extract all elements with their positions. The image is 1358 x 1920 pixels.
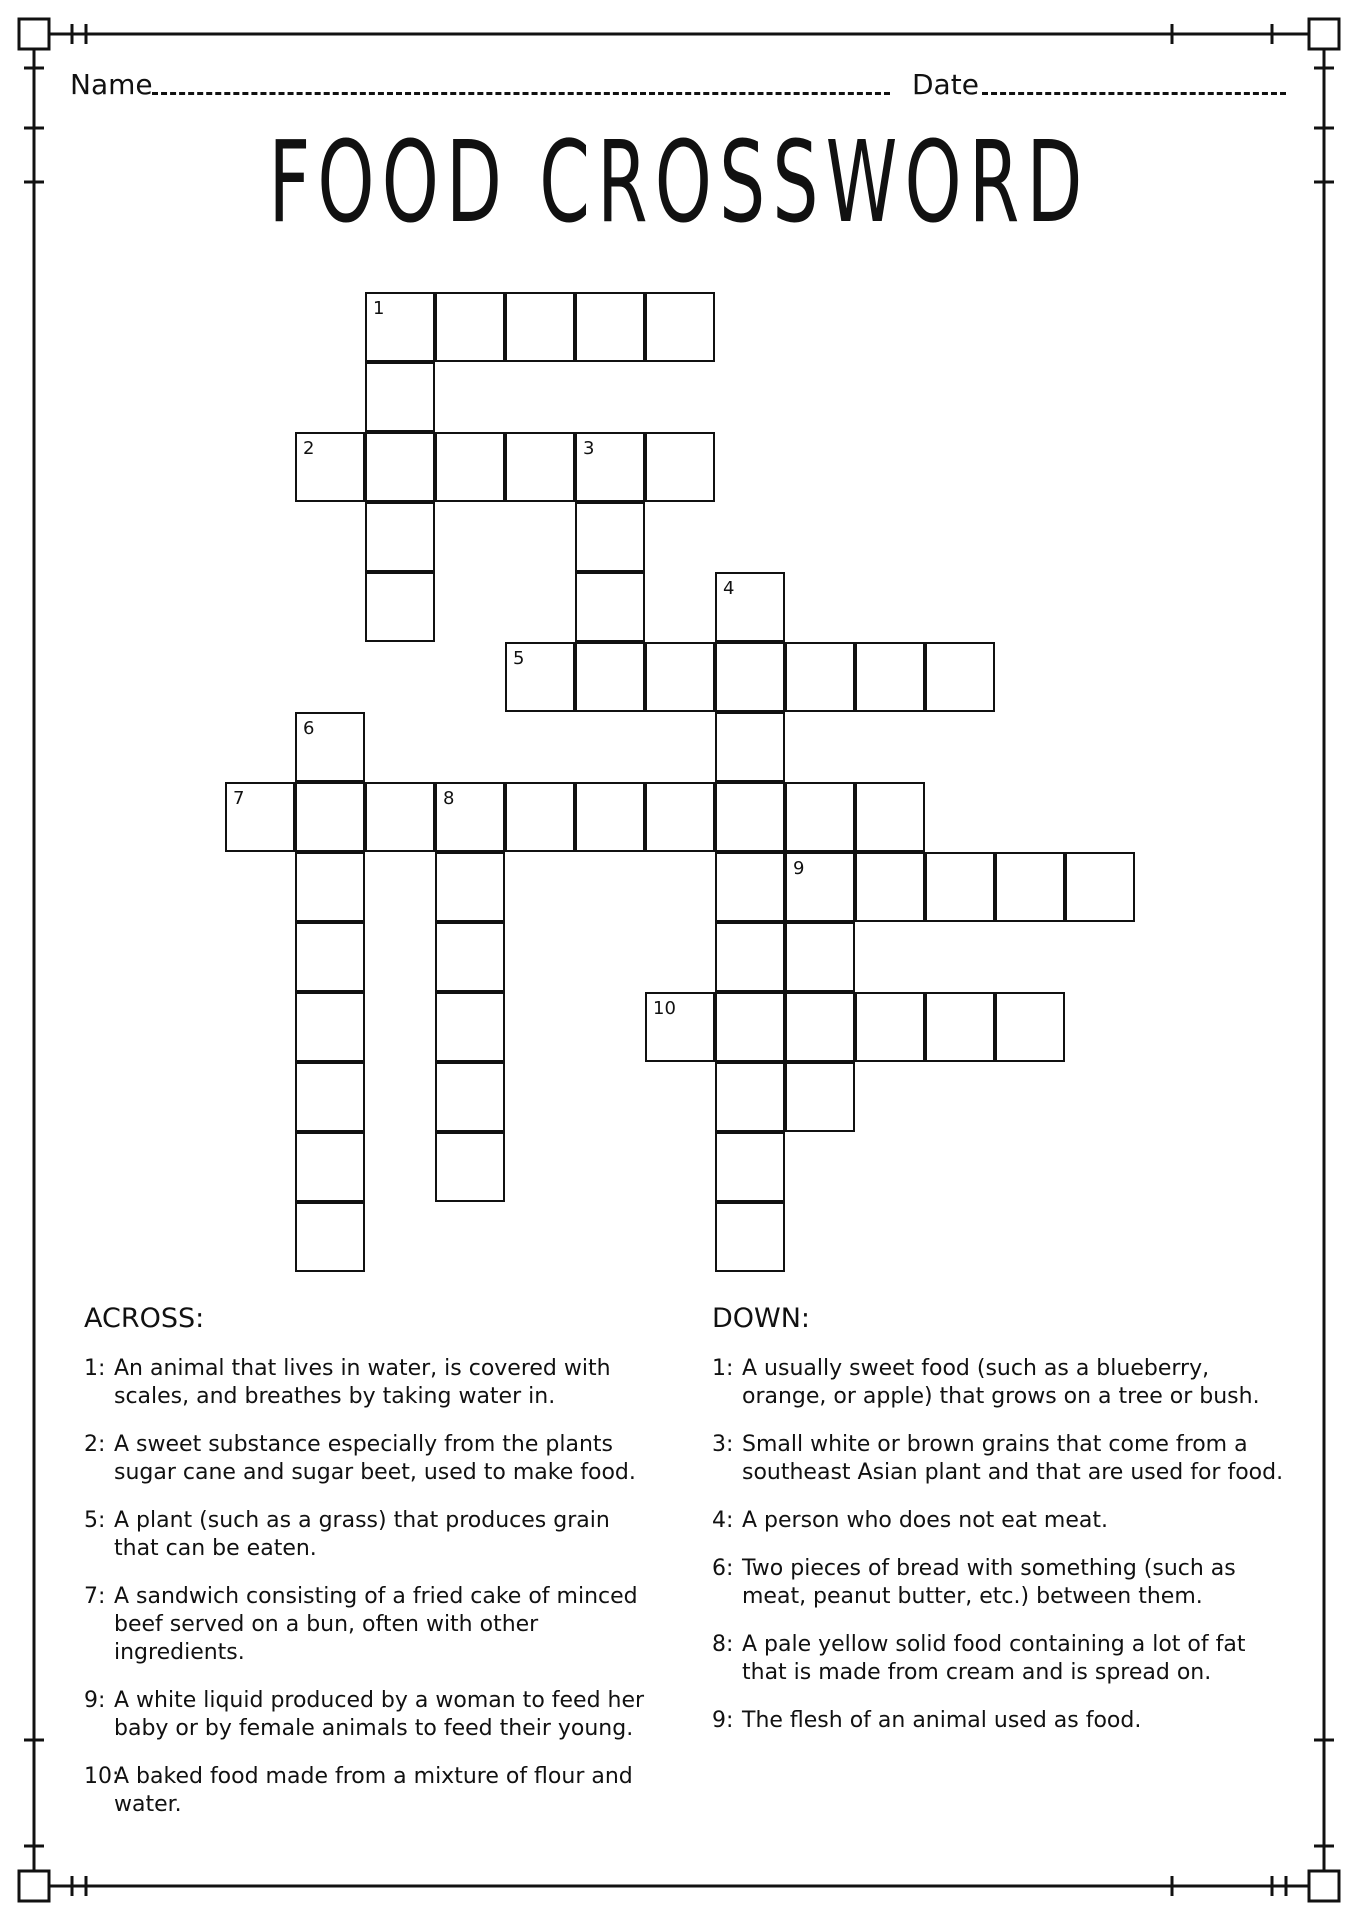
grid-cell[interactable] xyxy=(365,572,435,642)
grid-cell[interactable] xyxy=(505,292,575,362)
grid-cell[interactable] xyxy=(715,642,785,712)
grid-cell[interactable] xyxy=(365,362,435,432)
clue-item-text: The flesh of an animal used as food. xyxy=(742,1708,1142,1733)
clue-item-number: 10: xyxy=(84,1764,120,1789)
grid-cell[interactable] xyxy=(295,852,365,922)
clue-item-text: A sweet substance especially from the plants sugar cane and sugar beet, used to make food. xyxy=(114,1432,636,1485)
grid-cell[interactable] xyxy=(435,992,505,1062)
grid-cell[interactable] xyxy=(785,782,855,852)
grid-cell[interactable] xyxy=(295,992,365,1062)
grid-cell[interactable] xyxy=(855,852,925,922)
clue-item xyxy=(712,1555,1292,1611)
clue-item xyxy=(84,1355,654,1411)
grid-cell[interactable] xyxy=(855,992,925,1062)
grid-cell[interactable] xyxy=(295,782,365,852)
grid-cell[interactable] xyxy=(715,852,785,922)
grid-cell[interactable] xyxy=(715,712,785,782)
clue-number: 9 xyxy=(793,858,805,879)
grid-cell[interactable] xyxy=(715,1062,785,1132)
grid-cell[interactable] xyxy=(365,292,435,362)
clue-item-number: 5: xyxy=(84,1508,106,1533)
clue-item-number: 7: xyxy=(84,1584,106,1609)
grid-cell[interactable] xyxy=(715,782,785,852)
grid-cell[interactable] xyxy=(295,712,365,782)
clue-item xyxy=(84,1431,654,1487)
grid-cell[interactable] xyxy=(785,1062,855,1132)
grid-cell[interactable] xyxy=(295,432,365,502)
clue-item xyxy=(712,1431,1292,1487)
clue-item-text: An animal that lives in water, is covered with scales, and breathes by taking water in. xyxy=(114,1356,611,1409)
grid-cell[interactable] xyxy=(435,292,505,362)
clue-item xyxy=(84,1583,654,1667)
clue-item-number: 3: xyxy=(712,1432,734,1457)
grid-cell[interactable] xyxy=(435,1062,505,1132)
grid-cell[interactable] xyxy=(645,642,715,712)
page-title: FOOD CROSSWORD xyxy=(268,118,1090,248)
grid-cell[interactable] xyxy=(575,432,645,502)
grid-cell[interactable] xyxy=(575,502,645,572)
clue-item-text: Two pieces of bread with something (such as meat, peanut butter, etc.) between them. xyxy=(742,1556,1236,1609)
clue-item-text: A baked food made from a mixture of flour and water. xyxy=(114,1764,633,1817)
grid-cell[interactable] xyxy=(435,852,505,922)
clue-number: 5 xyxy=(513,648,525,669)
down-clues xyxy=(712,1305,1292,1755)
grid-cell[interactable] xyxy=(365,432,435,502)
clue-item-number: 8: xyxy=(712,1632,734,1657)
clue-number: 10 xyxy=(653,998,676,1019)
across-heading: ACROSS: xyxy=(84,1303,205,1334)
clue-item xyxy=(712,1507,1292,1535)
grid-cell[interactable] xyxy=(505,642,575,712)
clue-item xyxy=(712,1355,1292,1411)
date-label: Date xyxy=(912,68,979,101)
clue-item-text: A pale yellow solid food containing a lot of fat that is made from cream and is spread on. xyxy=(742,1632,1246,1685)
across-clues xyxy=(84,1305,654,1839)
clue-item-text: A person who does not eat meat. xyxy=(742,1508,1108,1533)
clue-item-text: A sandwich consisting of a fried cake of minced beef served on a bun, often with other ingredients. xyxy=(114,1584,638,1665)
grid-cell[interactable] xyxy=(785,992,855,1062)
grid-cell[interactable] xyxy=(575,572,645,642)
grid-cell[interactable] xyxy=(925,992,995,1062)
grid-cell[interactable] xyxy=(715,572,785,642)
grid-cell[interactable] xyxy=(225,782,295,852)
clue-item xyxy=(712,1631,1292,1687)
grid-cell[interactable] xyxy=(575,292,645,362)
clue-number: 8 xyxy=(443,788,455,809)
clue-item-text: A usually sweet food (such as a blueberry, orange, or apple) that grows on a tree or bush. xyxy=(742,1356,1260,1409)
clue-item xyxy=(84,1763,654,1819)
clue-number: 3 xyxy=(583,438,595,459)
grid-cell[interactable] xyxy=(785,852,855,922)
clue-item-number: 9: xyxy=(84,1688,106,1713)
grid-cell[interactable] xyxy=(295,1132,365,1202)
grid-cell[interactable] xyxy=(435,1132,505,1202)
grid-cell[interactable] xyxy=(645,782,715,852)
grid-cell[interactable] xyxy=(645,292,715,362)
clue-item-text: Small white or brown grains that come from a southeast Asian plant and that are used for food. xyxy=(742,1432,1284,1485)
grid-cell[interactable] xyxy=(295,1202,365,1272)
grid-cell[interactable] xyxy=(505,432,575,502)
grid-cell[interactable] xyxy=(925,852,995,922)
grid-cell[interactable] xyxy=(995,992,1065,1062)
name-label: Name xyxy=(70,68,153,101)
clue-item-text: A plant (such as a grass) that produces grain that can be eaten. xyxy=(114,1508,610,1561)
grid-cell[interactable] xyxy=(435,782,505,852)
clue-item-number: 1: xyxy=(712,1356,734,1381)
clue-item-number: 6: xyxy=(712,1556,734,1581)
clue-item-number: 4: xyxy=(712,1508,734,1533)
grid-cell[interactable] xyxy=(505,782,575,852)
grid-cell[interactable] xyxy=(575,642,645,712)
grid-cell[interactable] xyxy=(855,782,925,852)
grid-cell[interactable] xyxy=(785,642,855,712)
grid-cell[interactable] xyxy=(645,432,715,502)
grid-cell[interactable] xyxy=(1065,852,1135,922)
grid-cell[interactable] xyxy=(365,502,435,572)
grid-cell[interactable] xyxy=(715,1132,785,1202)
grid-cell[interactable] xyxy=(365,782,435,852)
grid-cell[interactable] xyxy=(645,992,715,1062)
grid-cell[interactable] xyxy=(435,922,505,992)
clue-number: 4 xyxy=(723,578,735,599)
grid-cell[interactable] xyxy=(715,922,785,992)
down-heading: DOWN: xyxy=(712,1303,811,1334)
grid-cell[interactable] xyxy=(995,852,1065,922)
clue-number: 1 xyxy=(373,298,385,319)
grid-cell[interactable] xyxy=(715,1202,785,1272)
grid-cell[interactable] xyxy=(925,642,995,712)
clue-item xyxy=(84,1507,654,1563)
grid-cell[interactable] xyxy=(435,432,505,502)
clue-number: 2 xyxy=(303,438,315,459)
clue-item-text: A white liquid produced by a woman to feed her baby or by female animals to feed their young. xyxy=(114,1688,645,1741)
grid-cell[interactable] xyxy=(295,922,365,992)
grid-cell[interactable] xyxy=(575,782,645,852)
grid-cell[interactable] xyxy=(855,642,925,712)
clue-number: 7 xyxy=(233,788,245,809)
grid-cell[interactable] xyxy=(295,1062,365,1132)
grid-cell[interactable] xyxy=(715,992,785,1062)
clue-item xyxy=(84,1687,654,1743)
clue-item xyxy=(712,1707,1292,1735)
clue-item-number: 9: xyxy=(712,1708,734,1733)
grid-cell[interactable] xyxy=(785,922,855,992)
clue-item-number: 1: xyxy=(84,1356,106,1381)
clue-number: 6 xyxy=(303,718,315,739)
clue-item-number: 2: xyxy=(84,1432,106,1457)
